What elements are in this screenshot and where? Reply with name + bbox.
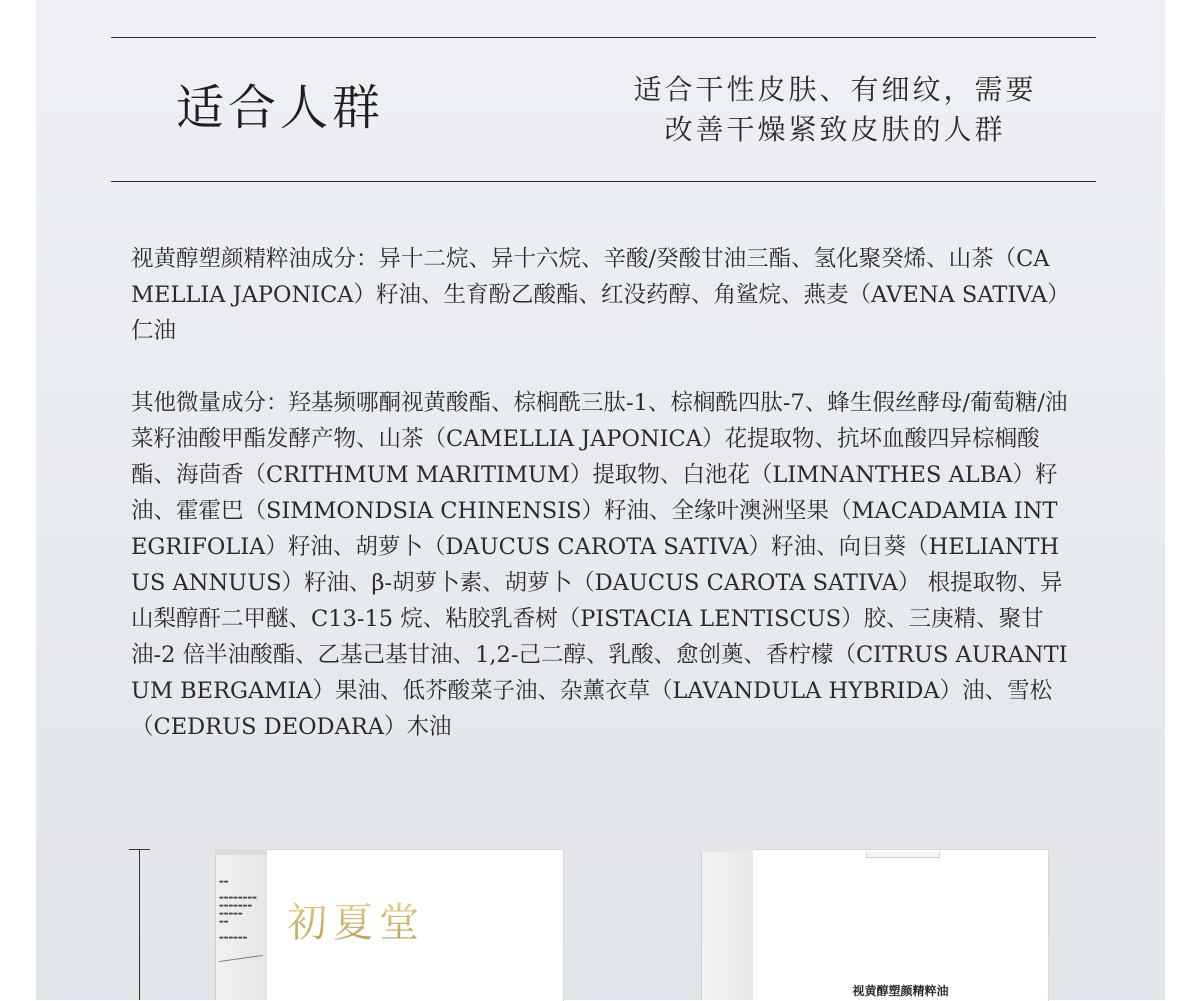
- audience-title: 适合人群: [176, 80, 385, 136]
- main-ingredients: 视黄醇塑颜精粹油成分：异十二烷、异十六烷、辛酸/癸酸甘油三酯、氢化聚癸烯、山茶（CAMELLIA JAPONICA）籽油、生育酚乙酸酯、红没药醇、角鲨烷、燕麦（AVENA SATIVA）仁油: [131, 246, 1070, 344]
- ingredients-section: [131, 241, 1071, 745]
- product-box-1-top: [215, 849, 267, 855]
- product-name: 视黄醇塑颜精粹油: [852, 984, 949, 998]
- dimension-bracket-line: [139, 850, 140, 1000]
- divider-top: [111, 37, 1096, 38]
- brand-logo: 初夏堂: [287, 900, 425, 946]
- product-box-2-front: [753, 849, 1049, 1001]
- audience-description: [600, 70, 1070, 150]
- audience-description-line2: 改善干燥紧致皮肤的人群: [664, 113, 1006, 146]
- audience-description-line1: 适合干性皮肤、有细纹，需要: [633, 73, 1037, 106]
- divider-bottom: [111, 181, 1096, 182]
- product-box-1-side-print: ▬▬ ▬▬▬▬▬▬▬▬ ▬▬▬▬▬▬▬ ▬▬▬▬▬ ▬▬ ▬▬▬▬▬▬: [219, 879, 257, 941]
- product-box-2-tab: [866, 852, 940, 858]
- product-box-2-side: [701, 852, 754, 1000]
- other-ingredients: 其他微量成分：羟基频哪酮视黄酸酯、棕榈酰三肽-1、棕榈酰四肽-7、蜂生假丝酵母/葡萄糖/油菜籽油酸甲酯发酵产物、山茶（CAMELLIA JAPONICA）花提取物、抗坏血酸四异棕榈酸酯、海茴香（CRITHMUM MARITIMUM）提取物、白池花（LIMNANTHES ALBA）籽油、霍霍巴（SIMMONDSIA CHINENSIS）籽油、全缘叶澳洲坚果（MACADAMIA INTEGRIFOLIA）籽油、胡萝卜（DAUCUS CAROTA SATIVA）籽油、向日葵（HELIANTHUS ANNUUS）籽油、β-胡萝卜素、胡萝卜（DAUCUS CAROTA SATIVA） 根提取物、异山梨醇酐二甲醚、C13-15 烷、粘胶乳香树（PISTACIA LENTISCUS）胶、三庚精、聚甘油-2 倍半油酸酯、乙基己基甘油、1,2-己二醇、乳酸、愈创薁、香柠檬（CITRUS AURANTIUM BERGAMIA）果油、低芥酸菜子油、杂薰衣草（LAVANDULA HYBRIDA）油、雪松（CEDRUS DEODARA）木油: [131, 390, 1068, 740]
